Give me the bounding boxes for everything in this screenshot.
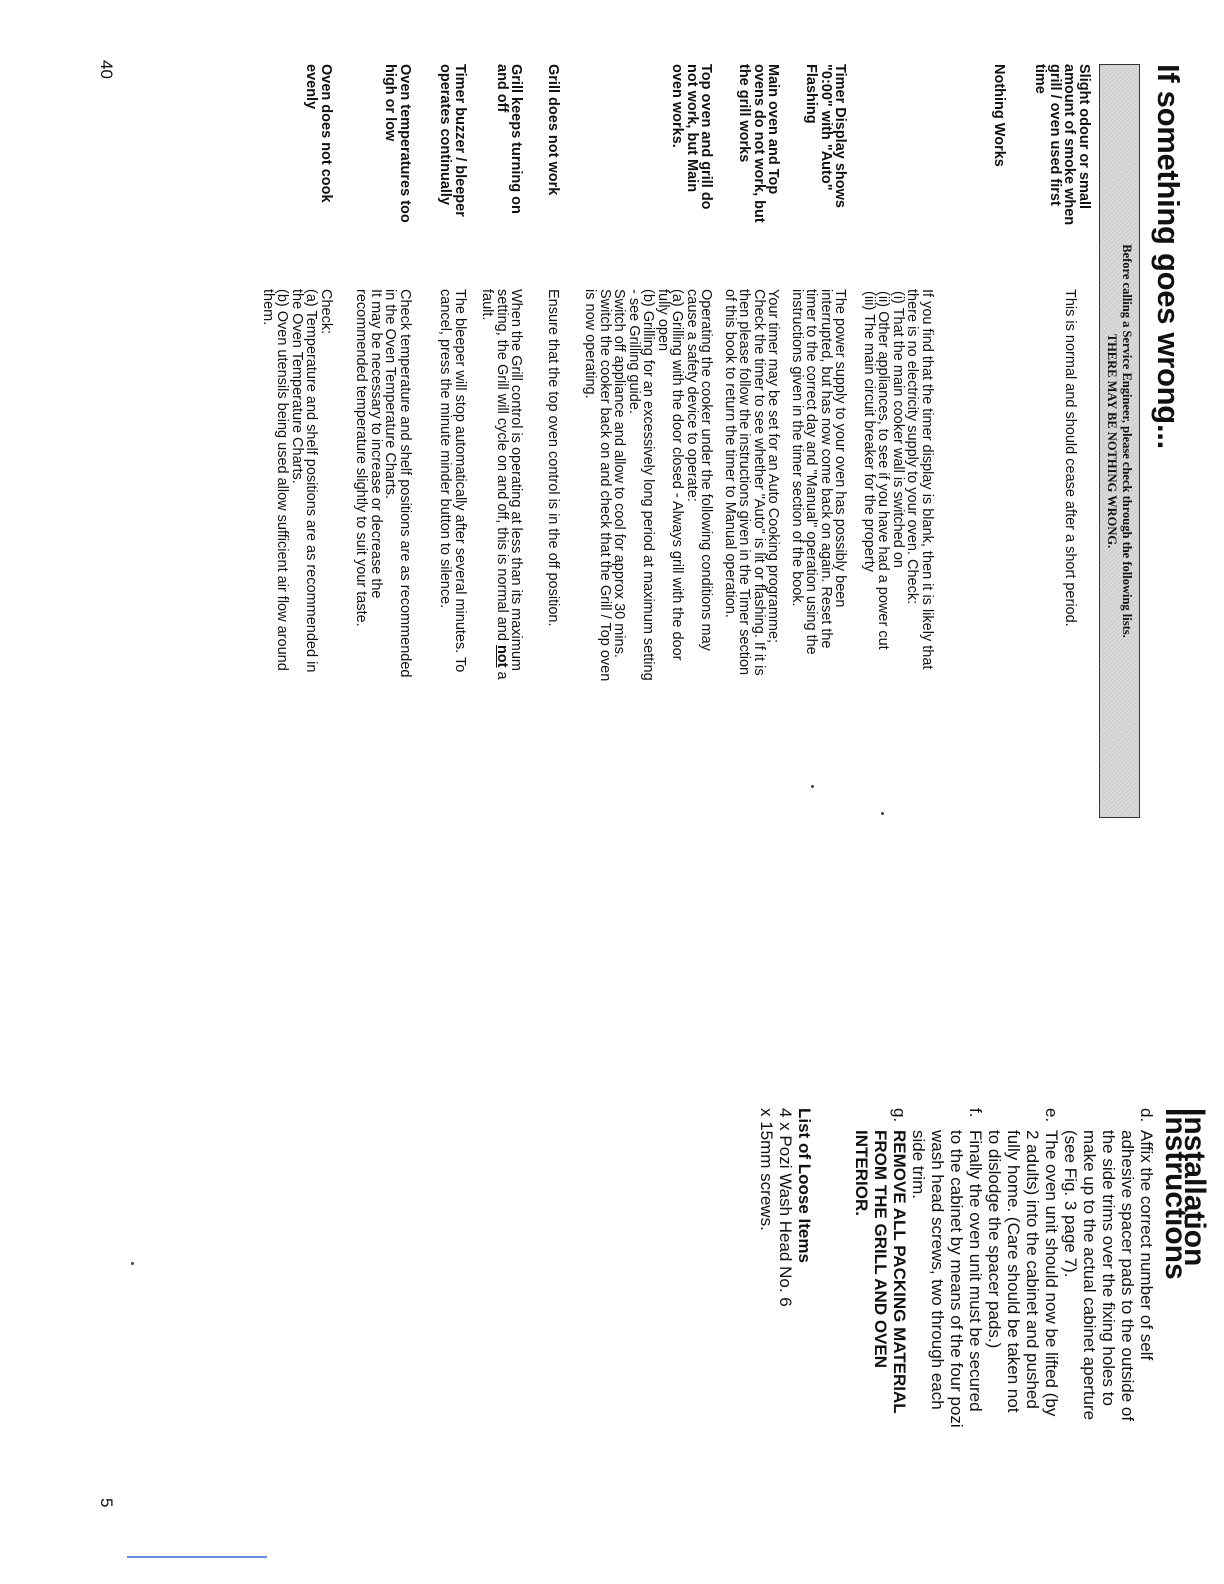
issue-label: Grill keeps turning on and off	[494, 64, 525, 214]
trouble-row	[723, 58, 781, 1013]
notice-warning: THERE MAY BE NOTHING WRONG.	[1105, 333, 1119, 549]
loose-items-title: List of Loose Items	[795, 1108, 814, 1263]
install-step-g: g. REMOVE ALL PACKING MATERIAL FROM THE GRILL AND OVEN INTERIOR.	[852, 1108, 909, 1414]
scan-mark	[127, 1556, 267, 1558]
troubleshooting-section	[261, 58, 1187, 1013]
issue-label: Top oven and grill do not work, but Main oven works.	[669, 64, 715, 210]
remedy-text: Check: (a) Temperature and shelf positions are as recommended in the Oven Temperature Charts. (b) Oven utensils being used allow sufficient air flow around them.	[260, 289, 334, 673]
scan-speck	[811, 785, 814, 788]
scan-speck	[881, 812, 884, 815]
service-notice-box	[1099, 64, 1140, 818]
remedy-text: This is normal and should cease after a short period.	[1062, 289, 1078, 627]
loose-items-text: 4 x Pozi Wash Head No. 6 x 15mm screws.	[757, 1108, 795, 1307]
notice-line: Before calling a Service Engineer, please check through the following lists.	[1120, 244, 1134, 638]
remedy-text: Your timer may be set for an Auto Cooking programme; Check the timer to see whether "Auto" is lit or flashing. If it is then please follow the instructions given in the Timer section of this book to return the timer to Manual operation.	[722, 289, 782, 676]
install-step-e: e. The oven unit should now be lifted (by 2 adults) into the cabinet and pushed fully home. (Care should be taken not to dislodge the spacer pads.)	[985, 1108, 1061, 1417]
remedy-text: Ensure that the top oven control is in the off position.	[545, 289, 561, 627]
section-title: If something goes wrong...	[1151, 64, 1186, 449]
scan-speck	[131, 1262, 134, 1265]
installation-title: Installation Instructions	[1159, 1108, 1211, 1280]
issue-label: Timer buzzer / bleeper operates continually	[437, 64, 468, 217]
trouble-row	[480, 58, 524, 1013]
trouble-row	[862, 58, 1007, 1013]
issue-label: Main oven and Top ovens do not work, but the grill works	[736, 64, 782, 223]
remedy-text: Operating the cooker under the following conditions may cause a safety device to operate: (a) Grilling with the door closed - Always grill with the door fully open (b) Grilling for an excessively long period at maximum setting - see Grilling guide. Switch off appliance and allow to cool for approx 30 mins. Switch the cooker back on and check that the Grill / Top oven is now operating.	[582, 289, 715, 682]
remedy-text: The bleeper will stop automatically after several minutes. To cancel, press the minute minder button to silence.	[437, 289, 468, 673]
remedy-text: When the Grill control is operating at less than its maximum setting, the Grill will cycle on and off, this is normal and not a fault.	[479, 289, 525, 680]
trouble-row	[1033, 58, 1091, 1013]
remedy-text: Check temperature and shelf positions are as recommended in the Oven Temperature Charts. It may be necessary to increase or decrease the recommended temperature slightly to suit your taste.	[353, 289, 413, 678]
issue-label: Grill does not work	[545, 64, 561, 196]
trouble-row	[438, 58, 467, 1013]
install-step-d: d. Affix the correct number of self adhesive spacer pads to the outside of the side trims over the fixing holes to make up to the actual cabinet aperture (see Fig. 3 page 7).	[1061, 1108, 1156, 1422]
installation-section	[757, 1108, 1211, 1438]
issue-label: Slight odour or small amount of smoke when grill / oven used first time	[1032, 64, 1092, 226]
issue-label: Oven does not cook evenly	[303, 64, 334, 203]
trouble-row	[354, 58, 412, 1013]
trouble-row	[261, 58, 334, 1013]
issue-label: Oven temperatures too high or low	[382, 64, 413, 223]
remedy-text: The power supply to your oven has possibly been interrupted, but has now come back on again. Reset the timer to the correct day and "Manual" operation using the instructions given in the timer section of the book.	[789, 289, 849, 655]
page-number-right: 5	[97, 1498, 116, 1508]
page-number-left: 40	[97, 60, 116, 79]
remedy-text: If you find that the timer display is blank, then it is likely that there is no electricity supply to your oven. Check: (i) That the main cooker wall is switched on (ii) Other appliances, to see if you have had a power cut (iii) The main circuit breaker for the property	[861, 289, 935, 670]
issue-label: Timer Display shows "0:00" with "Auto" Flashing	[803, 64, 849, 208]
trouble-row	[583, 58, 714, 1013]
issue-label: Nothing Works	[991, 64, 1007, 167]
trouble-row	[546, 58, 561, 1013]
install-step-f: f. Finally the oven unit must be secured to the cabinet by means of the four pozi wash head screws, two through each side trim.	[909, 1108, 985, 1428]
trouble-row	[790, 58, 848, 1013]
